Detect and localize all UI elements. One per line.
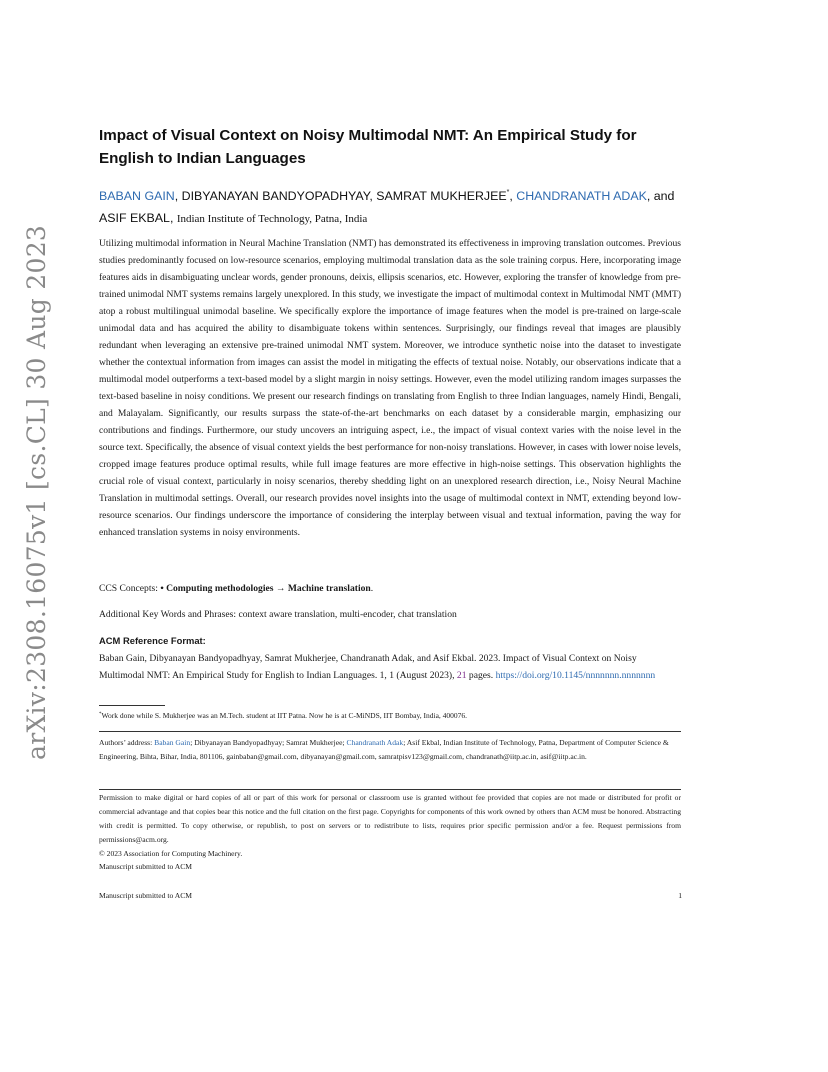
footnote-marker: * xyxy=(506,189,510,196)
copyright-notice: © 2023 Association for Computing Machinery. xyxy=(99,849,243,858)
page-count-link[interactable]: 21 xyxy=(456,670,467,681)
address-link-gain[interactable]: Baban Gain xyxy=(154,738,191,747)
ccs-end: . xyxy=(370,583,374,594)
reference-pages-suffix: pages. xyxy=(466,670,496,681)
author-list xyxy=(99,182,681,230)
author-separator: , and xyxy=(646,189,675,203)
author-ekbal: ASIF EKBAL xyxy=(99,211,170,225)
ccs-concepts xyxy=(99,580,681,597)
address-prefix: Authors’ address: xyxy=(99,738,155,747)
author-separator: , xyxy=(509,189,517,203)
author-bandyopadhyay: DIBYANAYAN BANDYOPADHYAY xyxy=(181,189,370,203)
author-separator: , xyxy=(174,189,182,203)
permission-notice: Permission to make digital or hard copies of all or part of this work for personal or classroom use is granted without fee provided that copies are not made or distributed for profit or commercial advantage and that copies bear this notice and the full citation on the first page. Copyrights for components of this work owned by others than ACM must be honored. Abstracting with credit is permitted. To copy otherwise, or republish, to post on servers or to redistribute to lists, requires prior specific permission and/or a fee. Request permissions from permissions@acm.org. xyxy=(99,793,681,844)
reference-format xyxy=(99,650,681,684)
abstract: Utilizing multimodal information in Neural Machine Translation (NMT) has demonstrated its effectiveness in improving translation outcomes. Previous studies predominantly focused on low-resource scenarios, employing multimodal translation data as the sole training corpus. Here, incorporating image features aids in disambiguating unclear words, gender pronouns, deixis, ellipsis scenarios, etc. However, exploring the transfer of knowledge from pre-trained unimodal NMT systems remains largely unexplored. In this study, we investigate the impact of multimodal context in Multimodal NMT (MMT) atop a robust multilingual unimodal baseline. We specifically explore the importance of image features when the model is pre-trained on large-scale unimodal data and has acquired the ability to disambiguate tokens within sentences. Surprisingly, our findings reveal that images are plausibly redundant when leveraging an extensive pre-trained unimodal NMT system. Moreover, we introduce synthetic noise into the dataset to investigate whether the contextual information from images can assist the model in mitigating the effects of textual noise. Notably, our observations indicate that a multimodal model outperforms a text-based model by a slight margin in noisy settings. However, even the model utilizing random images surpasses the text-based baseline in noisy conditions. We present our research findings on translating from English to three Indian languages, namely Hindi, Bengali, and Malayalam. Significantly, our results surpass the state-of-the-art benchmarks on each dataset by a considerable margin, emphasizing our contributions and findings. Furthermore, our study uncovers an intriguing aspect, i.e., the impact of visual context varies with the noise level in the source text. Specifically, the absence of visual context yields the best performance for non-noisy translations. However, in cases with lower noise levels, cropped image features produce optimal results, while full image features are more effective in high-noise settings. This observation highlights the crucial role of visual context, particularly in noisy scenarios, thereby shedding light on an unexplored research direction, i.e., Noisy Neural Machine Translation in multimodal settings. Overall, our research provides novel insights into the usage of multimodal context in NMT, extending beyond low-resource scenarios. Our findings underscore the importance of considering the interplay between visual and textual information, paving the way for enhanced translation systems in noisy environments. xyxy=(99,238,681,538)
footer-running-text: Manuscript submitted to ACM xyxy=(99,891,193,900)
manuscript-note: Manuscript submitted to ACM xyxy=(99,862,193,871)
author-separator: , xyxy=(169,211,177,225)
divider xyxy=(99,731,681,732)
ccs-value: • Computing methodologies → Machine translation xyxy=(160,583,371,594)
author-link-gain[interactable]: BABAN GAIN xyxy=(99,189,175,203)
paper-title: Impact of Visual Context on Noisy Multimodal NMT: An Empirical Study for English to Indian Languages xyxy=(99,127,637,167)
reference-format-heading: ACM Reference Format: xyxy=(99,635,206,646)
divider xyxy=(99,789,681,790)
affiliation: Indian Institute of Technology, Patna, India xyxy=(176,213,368,225)
author-link-adak[interactable]: CHANDRANATH ADAK xyxy=(516,189,647,203)
author-addresses xyxy=(99,736,681,764)
address-link-adak[interactable]: Chandranath Adak xyxy=(346,738,404,747)
arxiv-identifier: arXiv:2308.16075v1 [cs.CL] 30 Aug 2023 xyxy=(22,224,51,760)
keywords: Additional Key Words and Phrases: context aware translation, multi-encoder, chat translation xyxy=(99,609,457,620)
author-separator: , xyxy=(369,189,377,203)
footnote-divider xyxy=(99,705,165,706)
ccs-label: CCS Concepts: xyxy=(99,583,161,594)
address-middle: ; Dibyanayan Bandyopadhyay; Samrat Mukherjee; xyxy=(190,738,347,747)
doi-link[interactable]: https://doi.org/10.1145/nnnnnnn.nnnnnnn xyxy=(495,670,656,681)
footnote-marker: * xyxy=(99,712,102,717)
footnote-text: Work done while S. Mukherjee was an M.Tech. student at IIT Patna. Now he is at C-MiNDS, IIT Bombay, India, 400076. xyxy=(101,711,468,720)
reference-text: Baban Gain, Dibyanayan Bandyopadhyay, Samrat Mukherjee, Chandranath Adak, and Asif Ekbal. 2023. Impact of Visual Context on Noisy Multimodal NMT: An Empirical Study for English to Indian Languages. 1, 1 (August 2023), xyxy=(99,653,637,681)
address-rest: ; Asif Ekbal, Indian Institute of Technology, Patna, Department of Computer Science & Engineering, Bihta, Bihar, India, 801106, gainbaban@gmail.com, dibyanayan@gmail.com, samratpisv123@gmail.com, chandranath@iitp.ac.in, asif@iitp.ac.in. xyxy=(99,738,669,761)
page-number: 1 xyxy=(678,891,682,900)
footnote xyxy=(99,709,681,722)
author-mukherjee: SAMRAT MUKHERJEE xyxy=(376,189,507,203)
